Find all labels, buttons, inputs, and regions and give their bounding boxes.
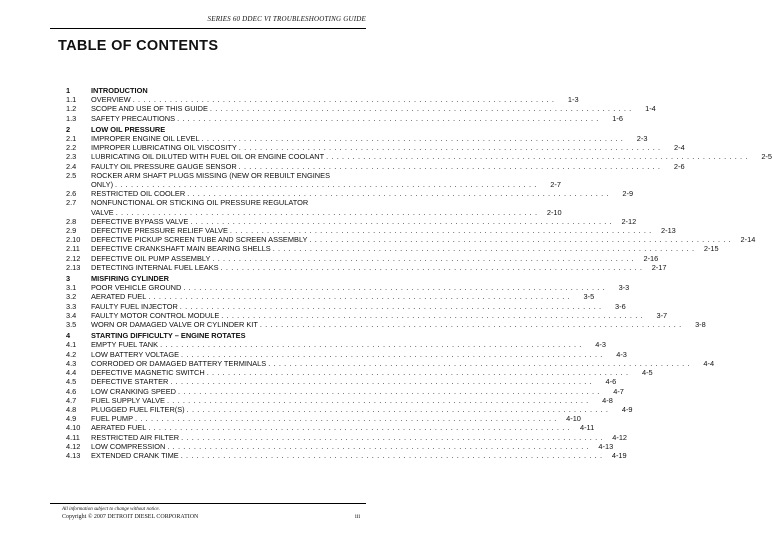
entry-title: DEFECTIVE OIL PUMP ASSEMBLY [91,253,211,263]
entry-page: 4-10 [566,414,581,424]
toc-entry [66,216,637,226]
entry-title: SAFETY PRECAUTIONS [91,113,176,123]
leader-dots: . . . . . . . . . . . . . . . . . . . . . . . . . . . . . . . . . . . . . . . . . . . . . . . . . . . . . . . . . . . . . . . . . . . . . . . . . . . . . . . . [179,301,602,311]
section-title: STARTING DIFFICULTY – ENGINE ROTATES [91,331,246,341]
leader-dots: . . . . . . . . . . . . . . . . . . . . . . . . . . . . . . . . . . . . . . . . . . . . . . . . . . . . . . . . . . . . . . . . . . . . . . . . . . . . . . . . [238,161,661,171]
leader-dots: . . . . . . . . . . . . . . . . . . . . . . . . . . . . . . . . . . . . . . . . . . . . . . . . . . . . . . . . . . . . . . . . . . . . . . . . . . . . . . . . [135,414,557,424]
entry-number: 2.2 [66,143,77,153]
entry-number: 4.4 [66,368,77,378]
entry-title: NONFUNCTIONAL OR STICKING OIL PRESSURE REGULATOR [91,198,309,208]
entry-number: 3.5 [66,320,77,330]
entry-page: 4-3 [616,349,627,359]
section-title-cell [91,86,362,95]
entry-title-cell [91,217,614,226]
leader-dots: . . . . . . . . . . . . . . . . . . . . . . . . . . . . . . . . . . . . . . . . . . . . . . . . . . . . . . . . . . . . . . . . . . . . . . . . . . . . . . . . [187,189,610,199]
entry-title-cell [91,171,340,180]
entry-title-cell [91,292,572,301]
entry-number: 4.5 [66,377,77,387]
toc-entry [66,292,595,302]
entry-title: FAULTY OIL PRESSURE GAUGE SENSOR [91,161,237,171]
entry-number: 3.4 [66,310,77,320]
entry-title-cell [91,189,611,198]
entry-number: 4.3 [66,358,77,368]
entry-title-cell [91,235,733,244]
toc-section-heading [66,331,362,340]
toc-section-heading [66,274,362,283]
entry-title-cell [91,451,605,460]
entry-page: 4-7 [613,386,624,396]
entry-title-cell [91,350,605,359]
leader-dots: . . . . . . . . . . . . . . . . . . . . . . . . . . . . . . . . . . . . . . . . . . . . . . . . . . . . . . . . . . . . . . . . . . . . . . . . . . . . . . . . [166,395,589,405]
toc-entry-continuation [66,180,561,190]
entry-number: 4.12 [66,441,81,451]
entry-title-cell [91,302,604,311]
entry-page: 2-4 [674,143,685,153]
toc-entry [66,377,617,387]
entry-number: 2.7 [66,198,77,208]
toc-entry [66,171,362,180]
entry-title-cell [91,442,591,451]
leader-dots: . . . . . . . . . . . . . . . . . . . . . . . . . . . . . . . . . . . . . . . . . . . . . . . . . . . . . . . . . . . . . . . . . . . . . . . . . . . . . . . . [238,143,661,153]
entry-title: DEFECTIVE PRESSURE RELIEF VALVE [91,226,228,236]
toc-entry [66,358,715,368]
entry-title: AERATED FUEL [91,292,147,302]
leader-dots: . . . . . . . . . . . . . . . . . . . . . . . . . . . . . . . . . . . . . . . . . . . . . . . . . . . . . . . . . . . . . . . . . . . . . . . . . . . . . . . . [259,320,682,330]
leader-dots: . . . . . . . . . . . . . . . . . . . . . . . . . . . . . . . . . . . . . . . . . . . . . . . . . . . . . . . . . . . . . . . . . . . . . . . . . . . . . . . . [148,292,571,302]
entry-number: 2.4 [66,161,77,171]
entry-number: 1.2 [66,104,77,114]
entry-title: EXTENDED CRANK TIME [91,450,179,460]
entry-title-cell [91,226,654,235]
entry-title: FAULTY MOTOR CONTROL MODULE [91,310,220,320]
footer-divider [50,503,366,504]
toc-entry [66,395,613,405]
toc-entry [66,386,624,396]
entry-title: LUBRICATING OIL DILUTED WITH FUEL OIL OR ENGINE COOLANT [91,152,325,162]
entry-page: 2-14 [740,235,756,245]
entry-title-cell [91,180,539,189]
leader-dots: . . . . . . . . . . . . . . . . . . . . . . . . . . . . . . . . . . . . . . . . . . . . . . . . . . . . . . . . . . . . . . . . . . . . . . . . . . . . . . . . [181,349,603,359]
entry-number: 3.2 [66,292,77,302]
entry-page: 3-7 [656,310,668,320]
toc-entry [66,113,623,123]
leader-dots: . . . . . . . . . . . . . . . . . . . . . . . . . . . . . . . . . . . . . . . . . . . . . . . . . . . . . . . . . . . . . . . . . . . . . . . . . . . . . . . . [115,180,537,190]
entry-page: 2-7 [550,180,561,190]
entry-number: 2.9 [66,226,77,236]
leader-dots: . . . . . . . . . . . . . . . . . . . . . . . . . . . . . . . . . . . . . . . . . . . . . . . . . . . . . . . . . . . . . . . . . . . . . . . . . . . . . . . . [268,358,691,368]
entry-page: 2-6 [673,161,685,171]
entry-page: 4-9 [621,404,633,414]
toc-entry [66,143,685,153]
leader-dots: . . . . . . . . . . . . . . . . . . . . . . . . . . . . . . . . . . . . . . . . . . . . . . . . . . . . . . . . . . . . . . . . . . . . . . . . . . . . . . . . [229,226,652,236]
footer-copyright: Copyright © 2007 DETROIT DIESEL CORPORATION [62,514,199,520]
entry-title: LOW CRANKING SPEED [91,386,177,396]
entry-title-cell [91,114,601,123]
entry-page: 2-12 [621,216,637,226]
toc-entry [66,283,630,293]
entry-title-cell [91,359,692,368]
entry-title: OVERVIEW [91,95,131,105]
entry-title-continued: VALVE [91,207,114,217]
entry-title-cell [91,320,684,329]
entry-title: LOW COMPRESSION [91,441,166,451]
entry-page: 4-11 [579,423,595,433]
leader-dots: . . . . . . . . . . . . . . . . . . . . . . . . . . . . . . . . . . . . . . . . . . . . . . . . . . . . . . . . . . . . . . . . . . . . . . . . . . . . . . . . [201,134,624,144]
leader-dots: . . . . . . . . . . . . . . . . . . . . . . . . . . . . . . . . . . . . . . . . . . . . . . . . . . . . . . . . . . . . . . . . . . . . . . . . . . . . . . . . [309,235,732,245]
entry-number: 2.13 [66,262,81,272]
entry-page: 4-12 [612,432,628,442]
leader-dots: . . . . . . . . . . . . . . . . . . . . . . . . . . . . . . . . . . . . . . . . . . . . . . . . . . . . . . . . . . . . . . . . . . . . . . . . . . . . . . . . [272,244,695,254]
entry-number: 2.1 [66,134,77,144]
header-divider [50,28,366,29]
toc-entry [66,235,756,245]
toc-entry [66,161,685,171]
leader-dots: . . . . . . . . . . . . . . . . . . . . . . . . . . . . . . . . . . . . . . . . . . . . . . . . . . . . . . . . . . . . . . . . . . . . . . . . . . . . . . . . [190,216,613,226]
entry-number: 2.3 [66,152,77,162]
entry-number: 2.5 [66,170,77,180]
entry-page: 3-6 [615,301,626,311]
entry-title-cell [91,95,557,104]
entry-title-cell [91,414,559,423]
entry-title: WORN OR DAMAGED VALVE OR CYLINDER KIT [91,320,258,330]
leader-dots: . . . . . . . . . . . . . . . . . . . . . . . . . . . . . . . . . . . . . . . . . . . . . . . . . . . . . . . . . . . . . . . . . . . . . . . . . . . . . . . . [148,423,571,433]
section-title: LOW OIL PRESSURE [91,124,166,134]
entry-page: 4-19 [611,450,627,460]
entry-page: 2-10 [546,207,562,217]
entry-title: POOR VEHICLE GROUND [91,283,182,293]
entry-title-cell [91,396,591,405]
entry-number: 2.8 [66,216,77,226]
entry-page: 2-16 [643,253,659,263]
section-title: MISFIRING CYLINDER [91,274,170,284]
entry-title-cell [91,198,340,207]
leader-dots: . . . . . . . . . . . . . . . . . . . . . . . . . . . . . . . . . . . . . . . . . . . . . . . . . . . . . . . . . . . . . . . . . . . . . . . . . . . . . . . . [177,113,599,123]
entry-title: PLUGGED FUEL FILTER(S) [91,404,185,414]
entry-title: FAULTY FUEL INJECTOR [91,301,178,311]
entry-title-cell [91,143,663,152]
entry-page: 3-8 [695,320,706,330]
entry-title: FUEL PUMP [91,414,134,424]
toc-entry [66,189,634,199]
entry-number: 4.1 [66,340,77,350]
entry-number: 1.3 [66,113,77,123]
toc-entry [66,226,676,236]
entry-page: 2-15 [703,244,719,254]
toc-entry [66,368,653,378]
toc-entry [66,432,628,442]
entry-title: IMPROPER ENGINE OIL LEVEL [91,134,200,144]
entry-title-cell [91,387,602,396]
leader-dots: . . . . . . . . . . . . . . . . . . . . . . . . . . . . . . . . . . . . . . . . . . . . . . . . . . . . . . . . . . . . . . . . . . . . . . . . . . . . . . . . [212,253,635,263]
entry-number: 3.3 [66,301,77,311]
entry-title-cell [91,405,611,414]
toc-entry-continuation [66,207,562,217]
toc-entry [66,423,595,433]
toc-entry [66,310,668,320]
entry-number: 4.6 [66,386,77,396]
toc-entry [66,320,706,330]
section-number: 2 [66,124,71,134]
leader-dots: . . . . . . . . . . . . . . . . . . . . . . . . . . . . . . . . . . . . . . . . . . . . . . . . . . . . . . . . . . . . . . . . . . . . . . . . . . . . . . . . [178,386,600,396]
running-header: SERIES 60 DDEC VI TROUBLESHOOTING GUIDE [207,15,366,23]
entry-page: 3-5 [583,292,595,302]
entry-page: 2-9 [622,189,634,199]
table-of-contents [66,84,772,460]
entry-page: 4-13 [598,441,614,451]
entry-title: DEFECTIVE MAGNETIC SWITCH [91,368,205,378]
entry-title: CORRODED OR DAMAGED BATTERY TERMINALS [91,358,267,368]
entry-page: 2-3 [636,134,648,144]
entry-title-cell [91,244,697,253]
entry-number: 4.8 [66,404,77,414]
toc-entry [66,134,648,144]
entry-page: 1-4 [645,104,656,114]
toc-entry [66,404,633,414]
toc-section-heading [66,125,362,134]
section-title-cell [91,125,362,134]
entry-title: SCOPE AND USE OF THIS GUIDE [91,104,208,114]
entry-title-cell [91,162,663,171]
entry-page: 4-4 [703,358,715,368]
entry-title-cell [91,377,594,386]
toc-entry [66,253,659,263]
toc-entry [66,104,656,114]
leader-dots: . . . . . . . . . . . . . . . . . . . . . . . . . . . . . . . . . . . . . . . . . . . . . . . . . . . . . . . . . . . . . . . . . . . . . . . . . . . . . . . . [132,95,555,105]
section-title-cell [91,331,362,340]
leader-dots: . . . . . . . . . . . . . . . . . . . . . . . . . . . . . . . . . . . . . . . . . . . . . . . . . . . . . . . . . . . . . . . . . . . . . . . . . . . . . . . . [209,104,632,114]
section-number: 4 [66,331,71,341]
leader-dots: . . . . . . . . . . . . . . . . . . . . . . . . . . . . . . . . . . . . . . . . . . . . . . . . . . . . . . . . . . . . . . . . . . . . . . . . . . . . . . . . [186,404,609,414]
toc-entry [66,301,626,311]
entry-title-cell [91,104,634,113]
leader-dots: . . . . . . . . . . . . . . . . . . . . . . . . . . . . . . . . . . . . . . . . . . . . . . . . . . . . . . . . . . . . . . . . . . . . . . . . . . . . . . . . [170,377,593,387]
section-title: INTRODUCTION [91,86,148,95]
entry-title-cell [91,423,572,432]
entry-title-cell [91,311,645,320]
entry-page: 4-8 [602,395,613,405]
leader-dots: . . . . . . . . . . . . . . . . . . . . . . . . . . . . . . . . . . . . . . . . . . . . . . . . . . . . . . . . . . . . . . . . . . . . . . . . . . . . . . . . [167,441,590,451]
entry-page: 1-3 [567,95,579,105]
toc-entry [66,441,614,451]
leader-dots: . . . . . . . . . . . . . . . . . . . . . . . . . . . . . . . . . . . . . . . . . . . . . . . . . . . . . . . . . . . . . . . . . . . . . . . . . . . . . . . . [115,207,538,217]
entry-title: FUEL SUPPLY VALVE [91,395,165,405]
entry-page: 2-5 [761,152,772,162]
toc-entry [66,262,667,272]
entry-title-cell [91,208,540,217]
entry-title: LOW BATTERY VOLTAGE [91,349,180,359]
entry-title: DEFECTIVE STARTER [91,377,169,387]
section-number: 1 [66,86,71,95]
toc-entry [66,198,362,207]
entry-number: 4.2 [66,349,77,359]
leader-dots: . . . . . . . . . . . . . . . . . . . . . . . . . . . . . . . . . . . . . . . . . . . . . . . . . . . . . . . . . . . . . . . . . . . . . . . . . . . . . . . . [160,340,582,350]
page-title: TABLE OF CONTENTS [58,38,219,54]
entry-number: 4.9 [66,414,77,424]
entry-title: IMPROPER LUBRICATING OIL VISCOSITY [91,143,237,153]
entry-title: DEFECTIVE PICKUP SCREEN TUBE AND SCREEN ASSEMBLY [91,235,308,245]
entry-title: DEFECTIVE BYPASS VALVE [91,216,189,226]
section-title-cell [91,274,362,283]
entry-title: DETECTING INTERNAL FUEL LEAKS [91,262,219,272]
leader-dots: . . . . . . . . . . . . . . . . . . . . . . . . . . . . . . . . . . . . . . . . . . . . . . . . . . . . . . . . . . . . . . . . . . . . . . . . . . . . . . . . [220,262,643,272]
entry-page: 4-6 [605,377,617,387]
entry-title-cell [91,254,636,263]
toc-entry [66,244,719,254]
entry-title: AERATED FUEL [91,423,147,433]
section-number: 3 [66,274,71,284]
toc-entry [66,152,772,162]
entry-number: 2.11 [66,244,80,254]
entry-title: ROCKER ARM SHAFT PLUGS MISSING (NEW OR REBUILT ENGINES [91,170,330,180]
entry-title: EMPTY FUEL TANK [91,340,159,350]
entry-number: 4.10 [66,423,81,433]
leader-dots: . . . . . . . . . . . . . . . . . . . . . . . . . . . . . . . . . . . . . . . . . . . . . . . . . . . . . . . . . . . . . . . . . . . . . . . . . . . . . . . . [183,283,606,293]
entry-title-cell [91,152,750,161]
entry-title-continued: ONLY) [91,180,114,190]
toc-entry [66,95,579,105]
toc-section-heading [66,86,362,95]
page-number: iii [354,514,360,520]
entry-page: 2-13 [661,226,676,236]
entry-title: RESTRICTED AIR FILTER [91,432,180,442]
entry-number: 1.1 [66,95,77,105]
entry-page: 1-6 [612,113,623,123]
entry-page: 4-3 [595,340,606,350]
entry-number: 2.6 [66,189,77,199]
leader-dots: . . . . . . . . . . . . . . . . . . . . . . . . . . . . . . . . . . . . . . . . . . . . . . . . . . . . . . . . . . . . . . . . . . . . . . . . . . . . . . . . [181,432,604,442]
entry-title-cell [91,134,625,143]
footer-notice: All information subject to change without notice. [62,507,160,512]
entry-title-cell [91,340,584,349]
toc-entry [66,349,627,359]
leader-dots: . . . . . . . . . . . . . . . . . . . . . . . . . . . . . . . . . . . . . . . . . . . . . . . . . . . . . . . . . . . . . . . . . . . . . . . . . . . . . . . . [206,368,629,378]
entry-number: 3.1 [66,283,77,293]
entry-title-cell [91,368,631,377]
toc-entry [66,450,627,460]
toc-entry [66,340,606,350]
entry-title: DEFECTIVE CRANKSHAFT MAIN BEARING SHELLS [91,244,271,254]
entry-title-cell [91,283,607,292]
entry-number: 4.13 [66,450,81,460]
entry-number: 2.10 [66,235,81,245]
entry-title: RESTRICTED OIL COOLER [91,189,186,199]
leader-dots: . . . . . . . . . . . . . . . . . . . . . . . . . . . . . . . . . . . . . . . . . . . . . . . . . . . . . . . . . . . . . . . . . . . . . . . . . . . . . . . . [180,450,603,460]
entry-page: 4-5 [641,368,653,378]
entry-title-cell [91,263,644,272]
entry-number: 4.11 [66,432,80,442]
toc-entry [66,414,581,424]
entry-number: 4.7 [66,395,77,405]
leader-dots: . . . . . . . . . . . . . . . . . . . . . . . . . . . . . . . . . . . . . . . . . . . . . . . . . . . . . . . . . . . . . . . . . . . . . . . . . . . . . . . . [326,152,748,162]
leader-dots: . . . . . . . . . . . . . . . . . . . . . . . . . . . . . . . . . . . . . . . . . . . . . . . . . . . . . . . . . . . . . . . . . . . . . . . . . . . . . . . . [221,310,644,320]
entry-number: 2.12 [66,253,81,263]
entry-title-cell [91,433,605,442]
entry-page: 3-3 [618,283,630,293]
entry-page: 2-17 [651,262,667,272]
